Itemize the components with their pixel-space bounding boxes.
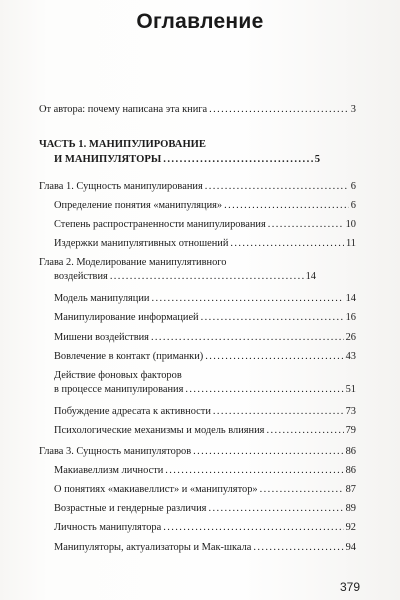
toc-leader-dots: [224, 200, 349, 213]
toc-leader-dots: [230, 238, 344, 251]
toc-leader-dots: [205, 181, 349, 194]
toc-entry-section: [54, 503, 356, 516]
toc-page-number: 43: [345, 351, 356, 362]
toc-entry-line2: [54, 384, 356, 397]
toc-leader-dots: [193, 446, 343, 459]
toc-entry-text-line1: Действие фоновых факторов: [54, 370, 182, 381]
toc-entry-text: Глава 3. Сущность манипуляторов: [39, 446, 192, 457]
toc-leader-dots: [213, 406, 344, 419]
toc-entry-preface: [39, 104, 356, 117]
toc-entry-text-line1: ЧАСТЬ 1. МАНИПУЛИРОВАНИЕ: [39, 139, 206, 150]
toc-entry-text: воздействия: [54, 270, 108, 282]
toc-entry-text: Глава 1. Сущность манипулирования: [39, 181, 203, 192]
toc-page-number: 11: [345, 238, 356, 249]
toc-leader-dots: [110, 271, 304, 284]
toc-page-number: 14: [305, 270, 316, 282]
toc-entry-text: И МАНИПУЛЯТОРЫ: [54, 153, 162, 165]
toc-entry-section: [54, 200, 356, 213]
toc-entry-text: в процессе манипулирования: [54, 383, 184, 395]
toc-entry-chapter-1: [39, 181, 356, 194]
toc-leader-dots: [208, 503, 343, 516]
toc-leader-dots: [163, 154, 312, 167]
toc-entry-section-multiline: [54, 370, 356, 396]
toc-page-number: 5: [314, 153, 320, 165]
toc-page-number: 89: [345, 503, 356, 514]
toc-entry-text: Личность манипулятора: [54, 522, 162, 533]
toc-page-number: 86: [345, 446, 356, 457]
toc-leader-dots: [165, 465, 343, 478]
toc-entry-section: [54, 425, 356, 438]
toc-page-number: 87: [345, 484, 356, 495]
toc-entry-section: [54, 351, 356, 364]
toc-leader-dots: [253, 542, 343, 555]
toc-page-number: 86: [345, 465, 356, 476]
toc-entry-section: [54, 522, 356, 535]
toc-page-number: 16: [345, 312, 356, 323]
toc-page-number: 73: [345, 406, 356, 417]
toc-entry-text: Мишени воздействия: [54, 332, 149, 343]
toc-page-number: 10: [345, 219, 356, 230]
toc-entry-section: [54, 238, 356, 251]
toc-page-number: 14: [345, 293, 356, 304]
toc-entry-section: [54, 332, 356, 345]
toc-entry-text-line1: Глава 2. Моделирование манипулятивного: [39, 257, 227, 268]
toc-entry-part-1: [39, 139, 356, 166]
toc-leader-dots: [260, 484, 344, 497]
toc-entry-text: О понятиях «макиавеллист» и «манипулятор»: [54, 484, 258, 495]
toc-entry-text: Макиавеллизм личности: [54, 465, 164, 476]
toc-leader-dots: [205, 351, 343, 364]
toc-leader-dots: [201, 312, 344, 325]
toc-page-number: 79: [345, 425, 356, 436]
toc-entry-text: Модель манипуляции: [54, 293, 150, 304]
toc-entry-section: [54, 465, 356, 478]
toc-leader-dots: [185, 384, 343, 397]
toc-page-number: 6: [350, 181, 356, 192]
toc-entry-section: [54, 406, 356, 419]
toc-entry-section: [54, 542, 356, 555]
toc-leader-dots: [268, 219, 344, 232]
toc-page-number: 94: [345, 542, 356, 553]
toc-entry-text: Манипулирование информацией: [54, 312, 199, 323]
toc-entry-text: Степень распространенности манипулирования: [54, 219, 266, 230]
toc-leader-dots: [163, 522, 343, 535]
toc-leader-dots: [209, 104, 349, 117]
toc-entry-section: [54, 293, 356, 306]
toc-entry-section: [54, 484, 356, 497]
toc-entry-line2: [54, 271, 316, 284]
toc-entry-text: Психологические механизмы и модель влияния: [54, 425, 265, 436]
toc-entry-line2: [54, 154, 320, 167]
toc-page-number: 92: [345, 522, 356, 533]
toc-entry-text: От автора: почему написана эта книга: [39, 104, 208, 115]
toc-page-number: 51: [345, 383, 356, 395]
toc-entry-text: Манипуляторы, актуализаторы и Мак-шкала: [54, 542, 252, 553]
page-title: Оглавление: [136, 10, 264, 33]
toc-entry-section: [54, 312, 356, 325]
toc-entry-chapter-3: [39, 446, 356, 459]
toc-entry-section: [54, 219, 356, 232]
toc-page-number: 6: [350, 200, 356, 211]
toc-page-number: 26: [345, 332, 356, 343]
toc-page-number: 3: [350, 104, 356, 115]
toc-leader-dots: [151, 332, 344, 345]
toc-entry-text: Вовлечение в контакт (приманки): [54, 351, 204, 362]
page-number-folio: 379: [339, 580, 360, 594]
toc-entry-text: Определение понятия «манипуляция»: [54, 200, 223, 211]
toc-entry-text: Издержки манипулятивных отношений: [54, 238, 229, 249]
toc-entry-chapter-2: [39, 257, 356, 283]
toc-leader-dots: [151, 293, 343, 306]
toc-entry-text: Побуждение адресата к активности: [54, 406, 211, 417]
toc-leader-dots: [266, 425, 343, 438]
toc-entry-text: Возрастные и гендерные различия: [54, 503, 207, 514]
